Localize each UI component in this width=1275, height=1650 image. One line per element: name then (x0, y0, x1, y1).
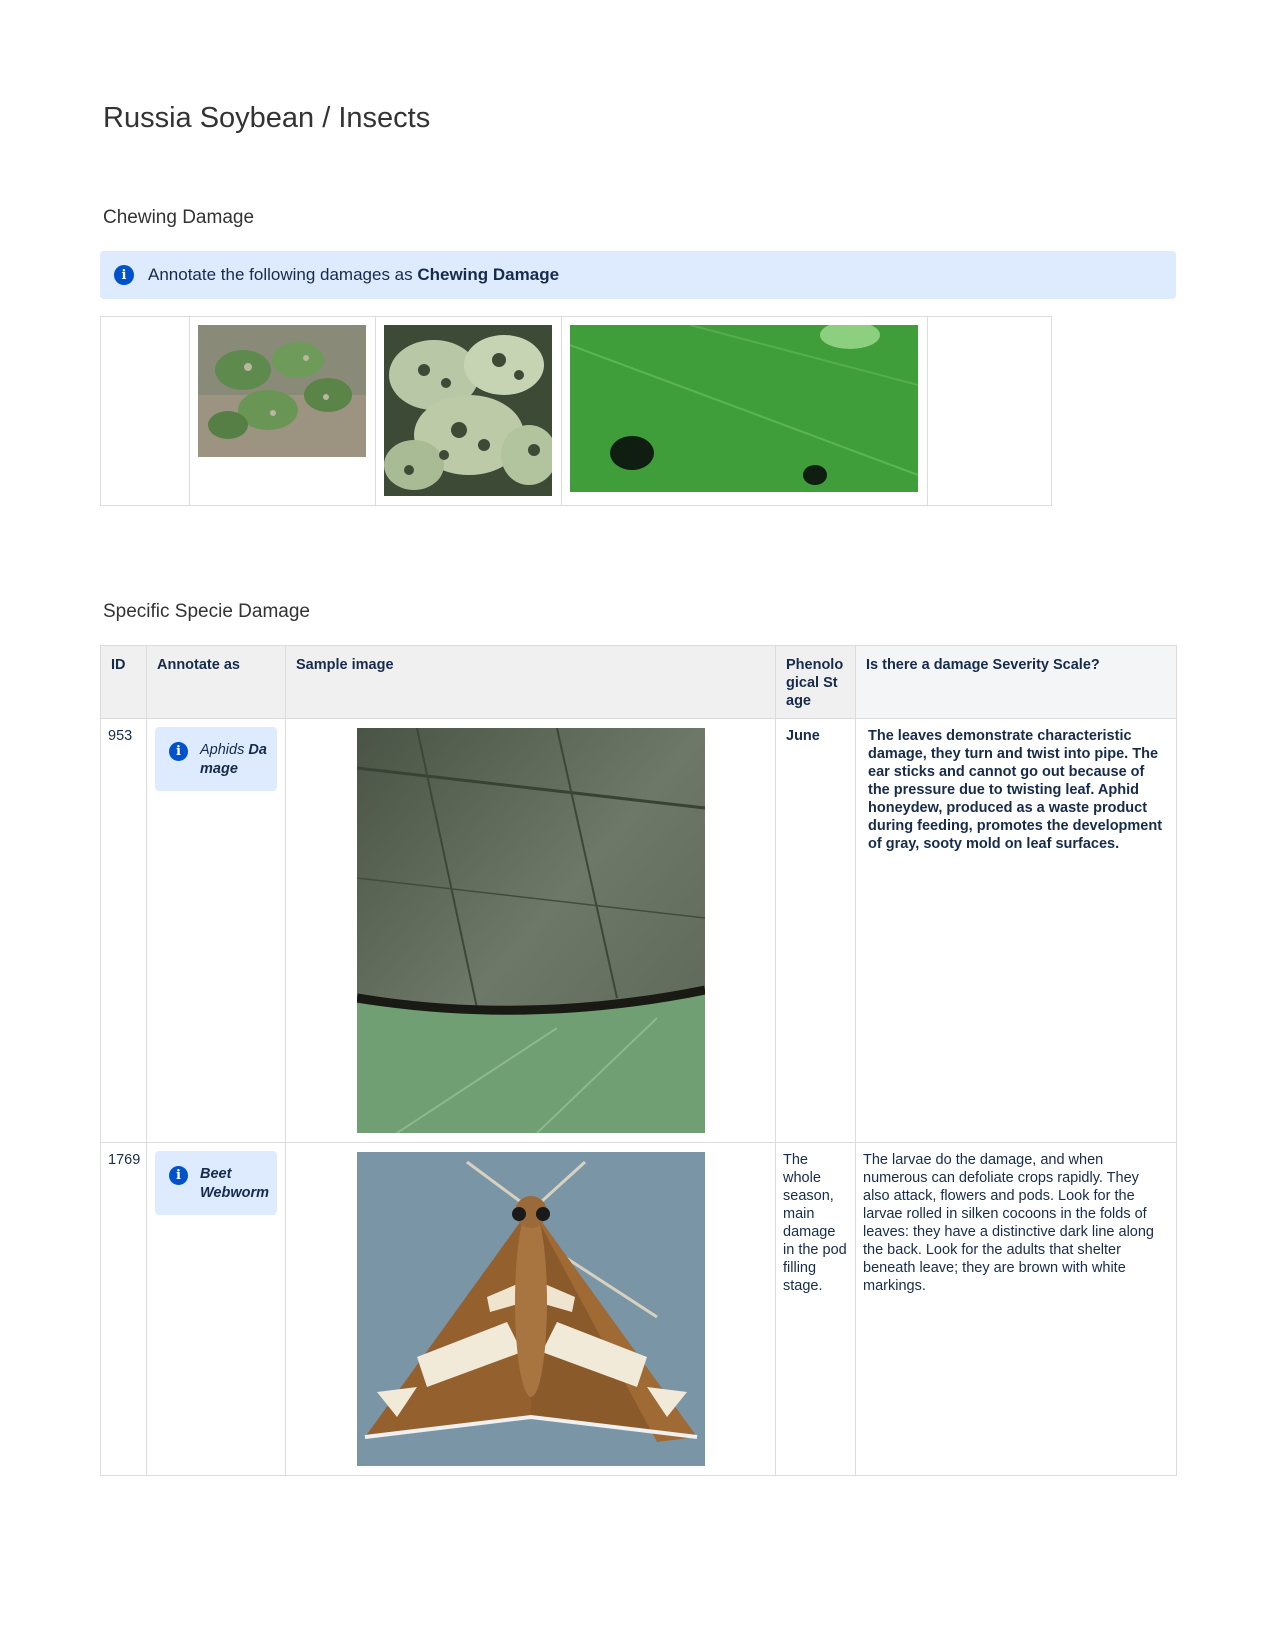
table-row (101, 719, 1177, 1143)
chewing-info-panel (100, 251, 1176, 299)
phenological-stage-cell: June (776, 719, 856, 1143)
annotate-panel (155, 1151, 277, 1215)
sample-image-cell (286, 1143, 776, 1476)
image-cell (562, 317, 928, 506)
annotate-label: Beet Webworm (200, 1166, 270, 1201)
specific-damage-heading: Specific Specie Damage (103, 601, 310, 622)
skeletonized-soybean-leaves-photo (384, 325, 552, 496)
beet-webworm-moth-photo (357, 1152, 705, 1466)
chewing-images-table (100, 316, 1052, 506)
column-header-severity: Is there a damage Severity Scale? (856, 646, 1177, 719)
annotate-label: Aphids Damage (200, 742, 267, 777)
column-header-sample: Sample image (286, 646, 776, 719)
table-row (101, 1143, 1177, 1476)
row-id: 953 (101, 719, 147, 1143)
image-cell (376, 317, 562, 506)
row-id: 1769 (101, 1143, 147, 1476)
species-damage-table (100, 645, 1177, 1476)
annotate-panel (155, 727, 277, 791)
column-header-annotate: Annotate as (147, 646, 286, 719)
info-icon: i (169, 742, 188, 761)
table-header-row (101, 646, 1177, 719)
annotate-cell (147, 1143, 286, 1476)
empty-cell (928, 317, 1052, 506)
annotate-cell (147, 719, 286, 1143)
image-cell (190, 317, 376, 506)
column-header-id: ID (101, 646, 147, 719)
info-icon: i (169, 1166, 188, 1185)
aphid-damaged-leaf-sooty-mold-photo (357, 728, 705, 1133)
severity-cell: The larvae do the damage, and when numerous can defoliate crops rapidly. They also attack, flowers and pods. Look for the larvae rolled in silken cocoons in the folds of leaves: they have a distinctive dark line along the back. Look for the adults that shelter beneath leave; they are brown with white markings. (856, 1143, 1177, 1476)
chewing-info-text: Annotate the following damages as Chewing Damage (148, 265, 560, 284)
severity-cell: The leaves demonstrate characteristic damage, they turn and twist into pipe. The ear sticks and cannot go out because of the pressure due to twisting leaf. Aphid honeydew, produced as a waste product during feeding, promotes the development of gray, sooty mold on leaf surfaces. (856, 719, 1177, 1143)
soybean-seedling-leaf-holes-photo (198, 325, 366, 457)
info-icon: i (114, 265, 134, 285)
chewing-damage-heading: Chewing Damage (103, 207, 255, 228)
empty-cell (101, 317, 190, 506)
phenological-stage-cell: The whole season, main damage in the pod filling stage. (776, 1143, 856, 1476)
sample-image-cell (286, 719, 776, 1143)
page-title: Russia Soybean / Insects (103, 102, 431, 134)
column-header-stage: Phenological Stage (776, 646, 856, 719)
leaf-with-holes-closeup-photo (570, 325, 918, 492)
